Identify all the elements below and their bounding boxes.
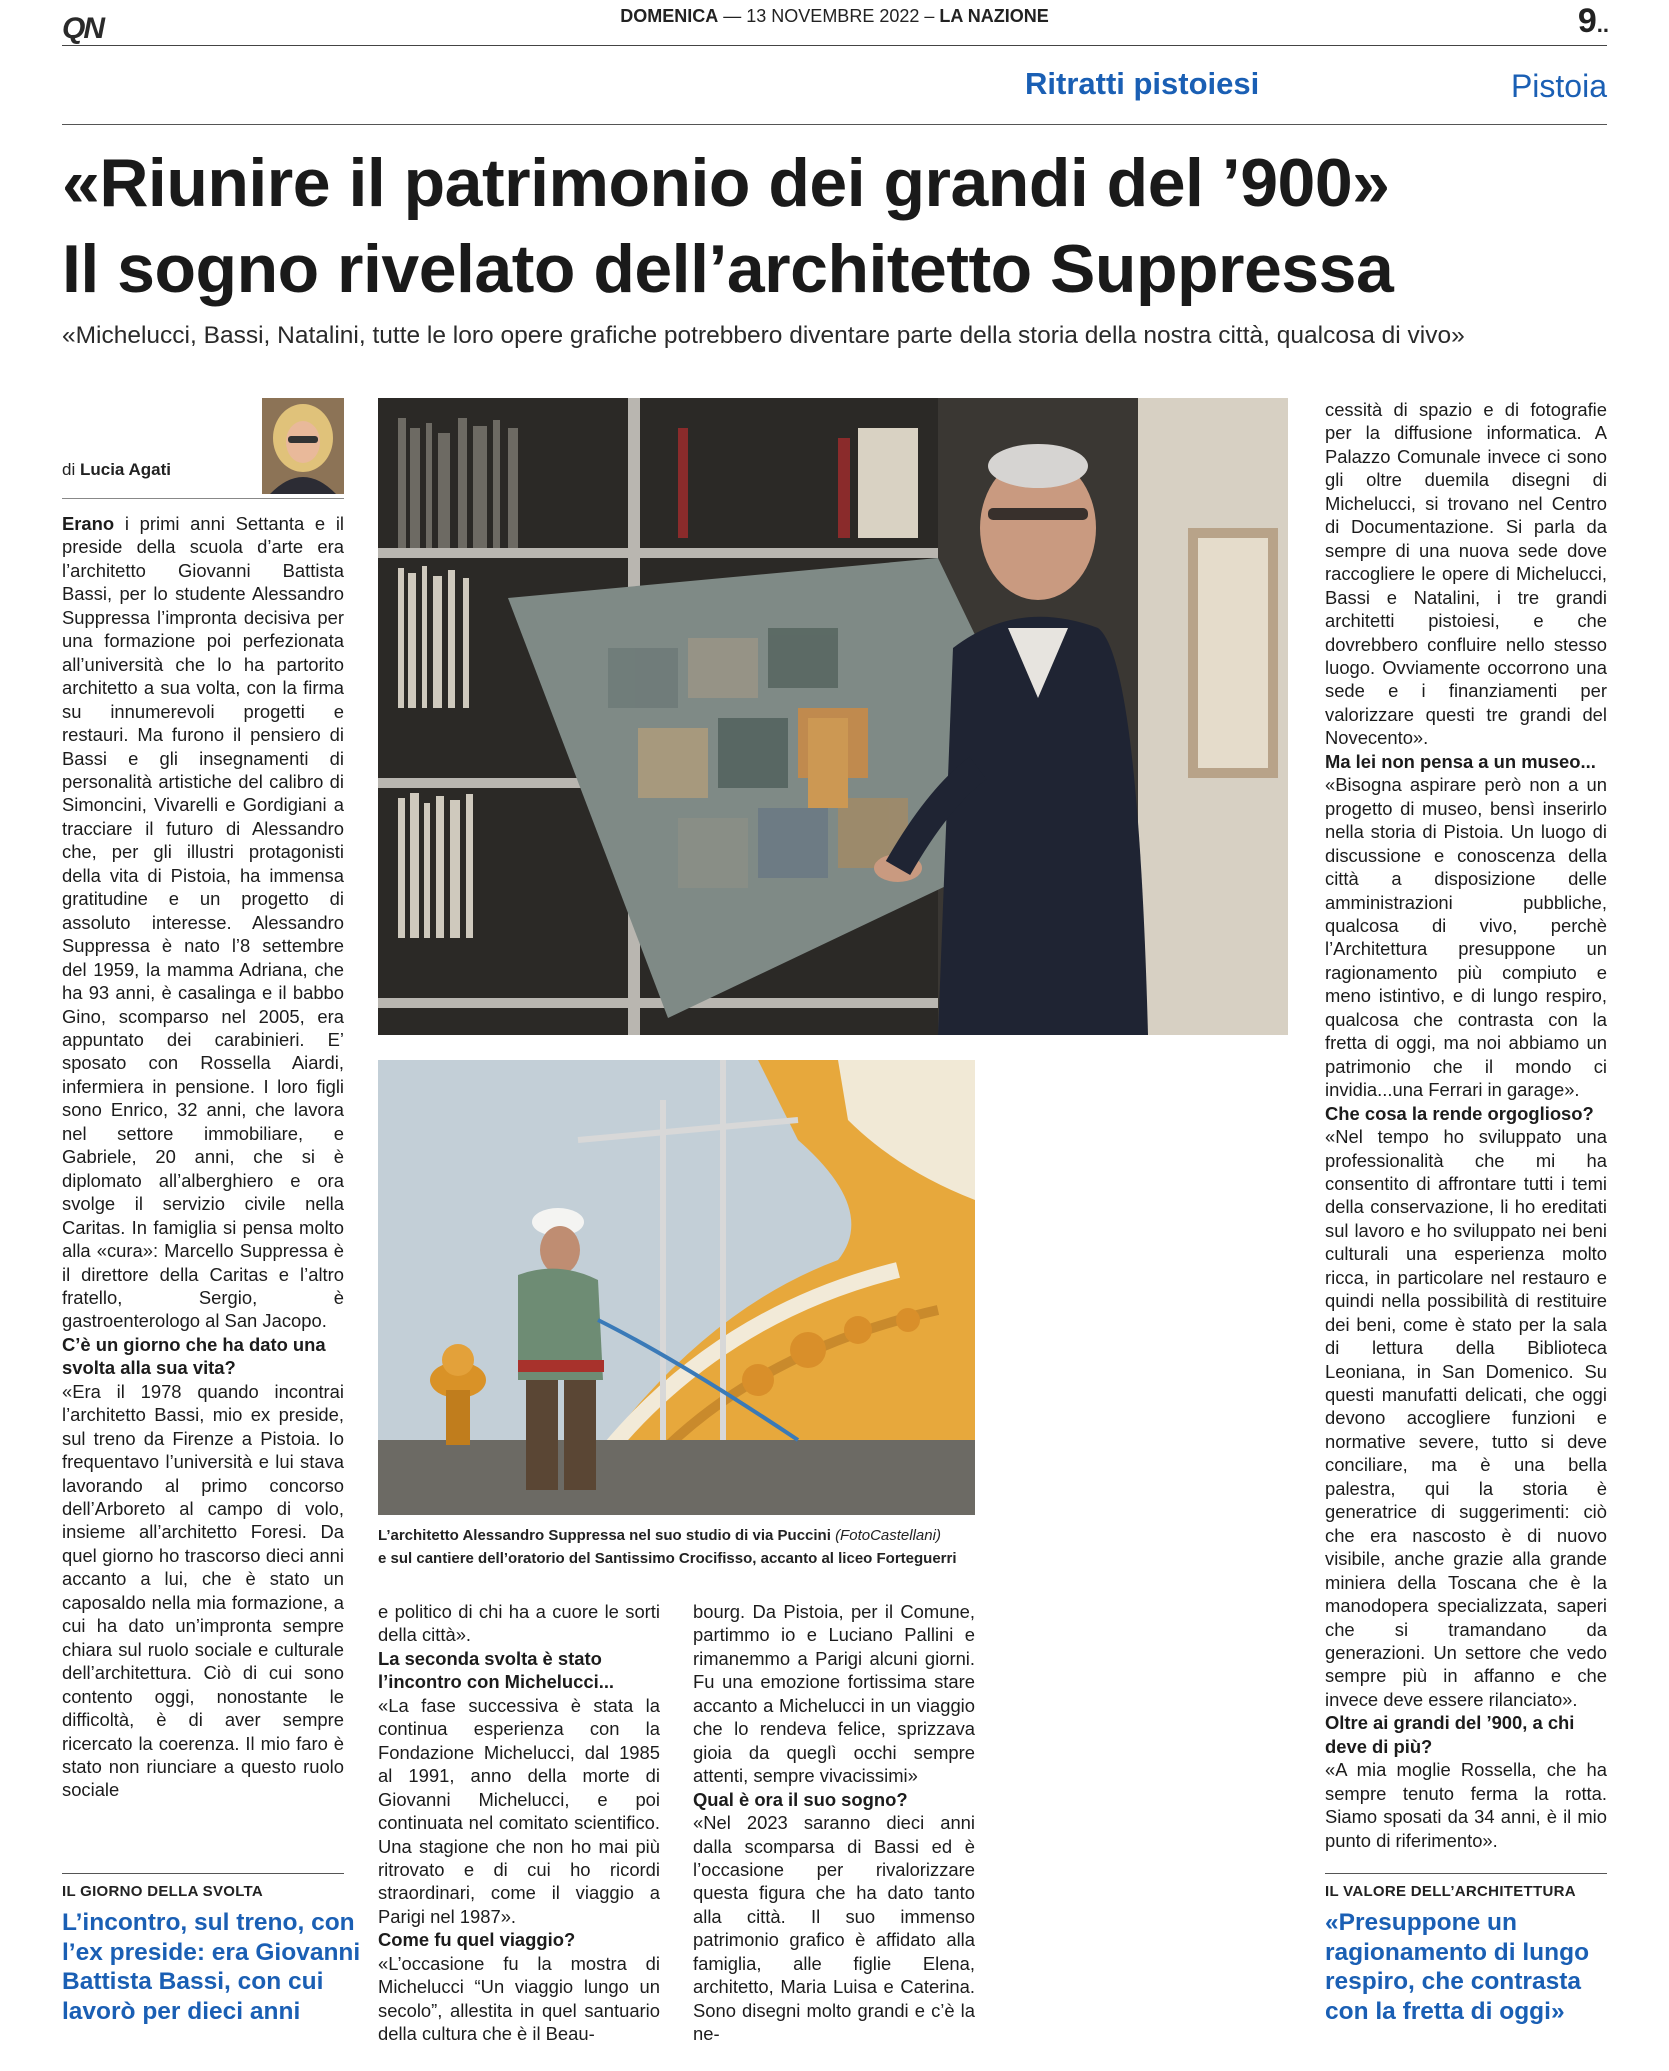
interview-answer: «Nel tempo ho sviluppato una professionalità che mi ha consentito di affrontare tutti i temi della conservazione, li ho ereditati sul lavoro e ho sviluppato nei beni culturali una esperienza molto ricca, in particolare nel restauro e quindi nella possibilità di restituire dei beni, come è stato per la sala di lettura della Biblioteca Leoniana, in San Domenico. Su questi manufatti delicati, che oggi devono accogliere funzioni e normative severe, tutto si deve conciliare, ma è una bella palestra, qui la storia è generatrice di suggerimenti: ciò che era nascosto è di nuovo visibile, anche grazie alla grande miniera della Toscana che è la manodopera specializzata, saperi che si tramandano da generazioni. Un settore che vedo sempre più in affanno e che invece deve essere rilanciato». [1325,1126,1607,1710]
dateline-day: DOMENICA [620,6,719,26]
byline: di Lucia Agati [62,460,171,479]
page-number: 9.. [1577,2,1609,40]
headline-line2: Il sogno rivelato dell’architetto Suppressa [62,231,1394,307]
headline [62,140,1622,312]
interview-answer: «Bisogna aspirare però non a un progetto di museo, bensì inserirlo nella storia di Pistoia. Un luogo di discussione e conoscenza della città a disposizione delle amministrazioni pubbliche, qualcosa di vivo, perchè l’Architettura presuppone un ragionamento più compiuto e meno istintivo, e di lungo respiro, qualcosa che contrasta con la fretta di oggi, ma noi abbiamo un patrimonio che il mondo ci invidia...una Ferrari in garage». [1325,774,1607,1101]
article-column-4: cessità di spazio e di fotografie per la diffusione informatica. A Palazzo Comunale invece ci sono gli oltre duemila disegni di Michelucci, si trovano nel Centro di Documentazione. Si parla da sempre di una nuova sede dove raccogliere le opere di Michelucci, Bassi e Natalini, i tre grandi architetti pistoiesi, e che dovrebbero confluire nello stesso luogo. Ovviamente occorrono una sede e i finanziamenti per valorizzare questi tre grandi del Novecento». Ma lei non pensa a un museo... «Bisogna aspirare però non a un progetto di museo, bensì inserirlo nella storia di Pistoia. Un luogo di discussione e conoscenza della città a disposizione delle amministrazioni pubbliche, qualcosa di vivo, perchè l’Architettura presuppone un ragionamento più compiuto e meno istintivo, e di lungo respiro, qualcosa che contrasta con la fretta di oggi, ma noi abbiamo un patrimonio che il mondo ci invidia...una Ferrari in garage». Che cosa la rende orgoglioso? «Nel tempo ho sviluppato una professionalità che mi ha consentito di affrontare tutti i temi della conservazione, li ho ereditati sul lavoro e ho sviluppato nei beni culturali una esperienza molto ricca, in particolare nel restauro e quindi nella possibilità di restituire dei beni, come è stato per la sala di lettura della Biblioteca Leoniana, in San Domenico. Su questi manufatti delicati, che oggi devono accogliere funzioni e normative severe, tutto si deve conciliare, ma è una bella palestra, qui la storia è generatrice di suggerimenti: ciò che era nascosto è di nuovo visibile, anche grazie alla grande miniera della Toscana che è la manodopera specializzata, saperi che si tramandano da generazioni. Un settore che vedo sempre più in affanno e che invece deve essere rilanciato». Oltre ai grandi del ’900, a chi deve di più? «A mia moglie Rossella, che ha sempre tenuto ferma la rotta. Siamo sposati da 34 anni, è il mio punto di riferimento». [1325,399,1607,1851]
dateline-paper: LA NAZIONE [939,6,1049,26]
newspaper-logo: QN [62,12,103,45]
article-column-1: Erano i primi anni Settanta e il preside della scuola d’arte era l’architetto Giovanni Battista Bassi, per lo studente Alessandro Suppressa l’impronta decisiva per una formazione poi perfezionata all’università che lo ha partorito architetto a sua volta, con la firma su innumerevoli progetti e restauri. Ma furono il pensiero di Bassi e gli insegnamenti di personalità artistiche del calibro di Simoncini, Vivarelli e Gordigiani a tracciare il futuro di Alessandro che, per gli illustri protagonisti della vita di Pistoia, ha immensa gratitudine e un progetto di assoluto interesse. Alessandro Suppressa è nato l’8 settembre del 1959, la mamma Adriana, che ha 93 anni, è casalinga e il babbo Gino, scomparso nel 2005, era appuntato dei carabinieri. E’ sposato con Rossella Aiardi, infermiera in pensione. I loro figli sono Enrico, 32 anni, che lavora nel settore immobiliare, e Gabriele, 20 anni, che si è diplomato all’alberghiero e ora svolge il servizio civile nella Caritas. In famiglia si pensa molto alla «cura»: Marcello Suppressa è il direttore della Caritas e l’altro fratello, Sergio, è gastroenterologo al San Jacopo. C’è un giorno che ha dato una svolta alla sua vita? «Era il 1978 quando incontrai l’architetto Bassi, mio ex preside, sul treno da Firenze a Pistoia. Io frequentavo l’università e lui stava lavorando al primo concorso dell’Arboreto al campo di volo, insieme all’architetto Foresi. Da quel giorno ho trascorso dieci anni accanto a lui, che è stato un caposaldo nella mia formazione, a cui ha dato un’impronta sempre chiara sul ruolo sociale e culturale dell’architettura. Ciò di cui sono contento oggi, nonostante le difficoltà, è di aver sempre ricercato la coerenza. Il mio faro è stato non riunciare a questo ruolo sociale [62,513,344,1801]
section-title: Ritratti pistoiesi [1025,66,1260,101]
top-rule [62,45,1607,46]
headline-line1: «Riunire il patrimonio dei grandi del ’900» [62,145,1390,221]
pullquote-text: «Presuppone un ragionamento di lungo respiro, che contrasta con la fretta di oggi» [1325,1909,1590,2025]
interview-question: La seconda svolta è stato l’incontro con Michelucci... [378,1647,615,1693]
photo-architect-scaffolding [378,1060,975,1515]
pullquote-rule [1325,1873,1607,1874]
interview-answer: «A mia moglie Rossella, che ha sempre tenuto ferma la rotta. Siamo sposati da 34 anni, è il mio punto di riferimento». [1325,1759,1607,1851]
pullquote-kicker: IL GIORNO DELLA SVOLTA [62,1883,264,1900]
interview-question: Ma lei non pensa a un museo... [1325,750,1596,772]
photo-caption: L’architetto Alessandro Suppressa nel suo studio di via Puccini (FotoCastellani) e sul cantiere dell’oratorio del Santissimo Crocifisso, accanto al liceo Forteguerri [378,1527,957,1567]
interview-answer: «La fase successiva è stata la continua esperienza con la Fondazione Michelucci, dal 1985 al 1991, anno della morte di Giovanni Michelucci, e poi continuata nel comitato scientifico. Una stagione che non ho mai più ritrovato e di cui ho ricordi straordinari, come il viaggio a Parigi nel 1987». [378,1694,660,1927]
interview-answer: «Nel 2023 saranno dieci anni dalla scomparsa di Bassi ed è l’occasione per rivalorizzare questa figura che ha dato tanto alla città. Il suo immenso patrimonio grafico è affidato alla famiglia, alle figlie Elena, architetto, Maria Luisa e Caterina. Sono disegni molto grandi e c’è la ne- [693,1812,975,2045]
photo-credit: (FotoCastellani) [835,1527,941,1544]
city-label: Pistoia [1510,68,1607,104]
author-photo [262,398,344,494]
interview-question: Che cosa la rende orgoglioso? [1325,1102,1594,1124]
interview-question: Come fu quel viaggio? [378,1929,576,1951]
section-rule [62,124,1607,125]
interview-question: Oltre ai grandi del ’900, a chi deve di più? [1325,1712,1575,1757]
interview-answer: «Era il 1978 quando incontrai l’architetto Bassi, mio ex preside, sul treno da Firenze a Pistoia. Io frequentavo l’università e lui stava lavorando al primo concorso dell’Arboreto al campo di volo, insieme all’architetto Foresi. Da quel giorno ho trascorso dieci anni accanto a lui, che è stato un caposaldo nella mia formazione, a cui ha dato un’impronta sempre chiara sul ruolo sociale e culturale dell’architettura. Ciò di cui sono contento oggi, nonostante le difficoltà, è di aver sempre ricercato la coerenza. Il mio faro è stato non riunciare a questo ruolo sociale [62,1380,344,1801]
byline-rule [62,498,344,499]
photo-architect-studio [378,398,1288,1035]
interview-question: Qual è ora il suo sogno? [693,1788,908,1810]
article-column-3: bourg. Da Pistoia, per il Comune, partimmo io e Luciano Pallini e rimanemmo a Parigi alcuni giorni. Fu una emozione fortissima stare accanto a Michelucci in un viaggio che lo rendeva felice, sprizzava gioia da queglì occhi sempre attenti, sempre vivacissimi» Qual è ora il suo sogno? «Nel 2023 saranno dieci anni dalla scomparsa di Bassi ed è l’occasione per rivalorizzare questa figura che ha dato tanto alla città. Il suo immenso patrimonio grafico è affidato alla famiglia, alle figlie Elena, architetto, Maria Luisa e Caterina. Sono disegni molto grandi e c’è la ne- [693,1601,975,2045]
lead-word: Erano [62,513,115,534]
pullquote-kicker: IL VALORE DELL’ARCHITETTURA [1325,1883,1576,1900]
article-column-2: e politico di chi ha a cuore le sorti della città». La seconda svolta è stato l’incontro con Michelucci... «La fase successiva è stata la continua esperienza con la Fondazione Michelucci, dal 1985 al 1991, anno della morte di Giovanni Michelucci, e poi continuata nel comitato scientifico. Una stagione che non ho mai più ritrovato e di cui ho ricordi straordinari, come il viaggio a Parigi nel 1987». Come fu quel viaggio? «L’occasione fu la mostra di Michelucci “Un viaggio lungo un secolo”, allestita in quel santuario della cultura che è il Beau- [378,1601,660,2045]
pullquote-rule [62,1873,344,1874]
pullquote-text: L’incontro, sul treno, con l’ex preside: era Giovanni Battista Bassi, con cui lavorò per dieci anni [62,1909,361,2025]
subheadline: «Michelucci, Bassi, Natalini, tutte le loro opere grafiche potrebbero diventare parte della storia della nostra città, qualcosa di vivo» [62,322,1465,349]
interview-question: C’è un giorno che ha dato una svolta alla sua vita? [62,1333,326,1379]
interview-answer: «L’occasione fu la mostra di Michelucci “Un viaggio lungo un secolo”, allestita in quel santuario della cultura che è il Beau- [378,1952,660,2045]
dateline: DOMENICA — 13 NOVEMBRE 2022 – LA NAZIONE [620,6,1049,26]
author-name: Lucia Agati [79,460,171,479]
dateline-date: 13 NOVEMBRE 2022 [746,6,920,26]
